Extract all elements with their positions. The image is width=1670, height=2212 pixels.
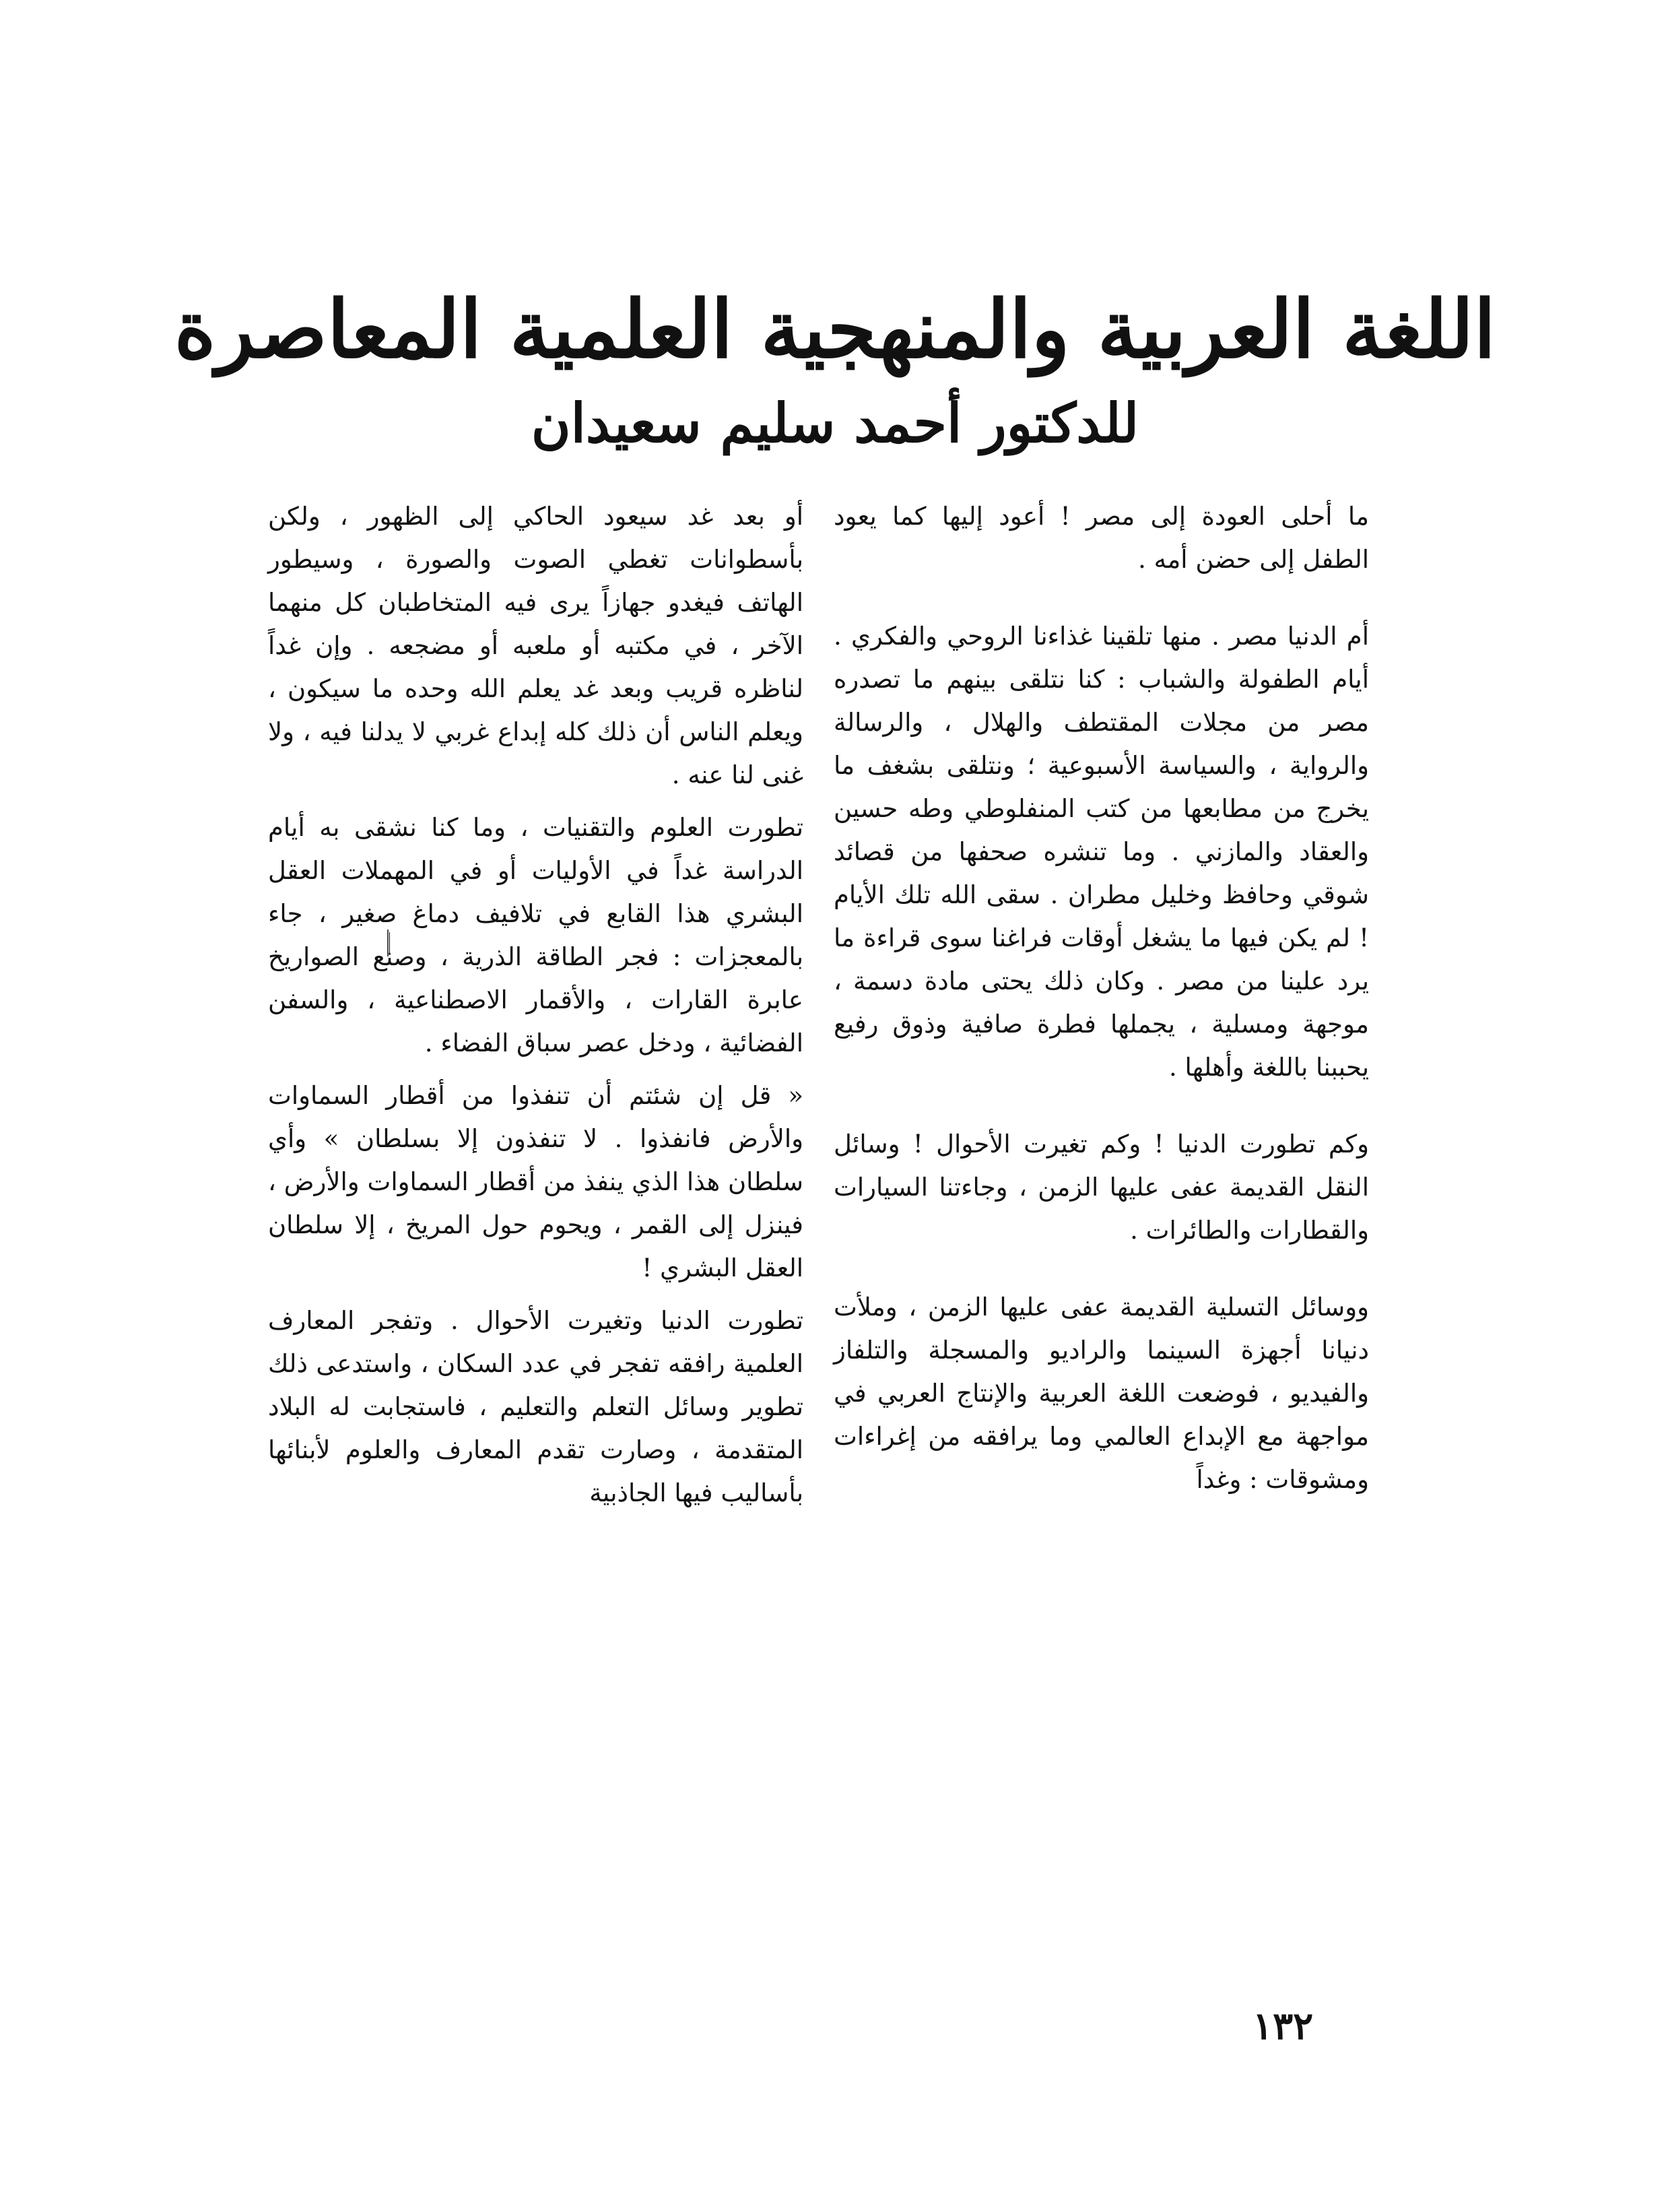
paragraph: ما أحلى العودة إلى مصر ! أعود إليها كما يعود الطفل إلى حضن أمه . (834, 502, 1369, 574)
right-column (834, 495, 1369, 1511)
paragraph: « قل إن شئتم أن تنفذوا من أقطار السماوات والأرض فانفذوا . لا تنفذون إلا بسلطان » وأي سلطان هذا الذي ينفذ من أقطار السماوات والأرض ، فينزل إلى القمر ، ويحوم حول المريخ ، إلا سلطان العقل البشري ! (268, 1081, 803, 1282)
paragraph: ووسائل التسلية القديمة عفى عليها الزمن ، وملأت دنيانا أجهزة السينما والراديو والمسجلة والتلفاز والفيديو ، فوضعت اللغة العربية والإنتاج العربي في مواجهة مع الإبداع العالمي وما يرافقه من إغراءات ومشوقات : وغداً (834, 1293, 1369, 1494)
paragraph: تطورت العلوم والتقنيات ، وما كنا نشقى به أيام الدراسة غداً في الأوليات أو في المهملات العقل البشري هذا القابع في تلافيف دماغ صغير ، جاء بالمعجزات : فجر الطاقة الذرية ، وصنع الصواريخ عابرة القارات ، والأقمار الاصطناعية ، والسفن الفضائية ، ودخل عصر سباق الفضاء . (268, 813, 803, 1058)
paragraph: أو بعد غد سيعود الحاكي إلى الظهور ، ولكن بأسطوانات تغطي الصوت والصورة ، وسيطور الهاتف فيغدو جهازاً يرى فيه المتخاطبان كل منهما الآخر ، في مكتبه أو ملعبه أو مضجعه . وإن غداً لناظره قريب وبعد غد يعلم الله وحده ما سيكون ، ويعلم الناس أن ذلك كله إبداع غربي لا يدلنا فيه ، ولا غنى لنا عنه . (268, 502, 803, 789)
ink-mark (387, 930, 391, 956)
paragraph: وكم تطورت الدنيا ! وكم تغيرت الأحوال ! وسائل النقل القديمة عفى عليها الزمن ، وجاءتنا السيارات والقطارات والطائرات . (834, 1130, 1369, 1245)
left-column (268, 495, 803, 1524)
paragraph: تطورت الدنيا وتغيرت الأحوال . وتفجر المعارف العلمية رافقه تفجر في عدد السكان ، واستدعى ذلك تطوير وسائل التعلم والتعليم ، فاستجابت له البلاد المتقدمة ، وصارت تقدم المعارف والعلوم لأبنائها بأساليب فيها الجاذبية (268, 1306, 803, 1507)
paragraph: أم الدنيا مصر . منها تلقينا غذاءنا الروحي والفكري . أيام الطفولة والشباب : كنا نتلقى بينهم ما تصدره مصر من مجلات المقتطف والهلال ، والرسالة والرواية ، والسياسة الأسبوعية ؛ ونتلقى بشغف ما يخرج من مطابعها من كتب المنفلوطي وطه حسين والعقاد والمازني . وما تنشره صحفها من قصائد شوقي وحافظ وخليل مطران . سقى الله تلك الأيام ! لم يكن فيها ما يشغل أوقات فراغنا سوى قراءة ما يرد علينا من مصر . وكان ذلك يحتى مادة دسمة ، موجهة ومسلية ، يجملها فطرة صافية وذوق رفيع يحببنا باللغة وأهلها . (834, 622, 1369, 1082)
article-title: اللغة العربية والمنهجية العلمية المعاصرة (174, 282, 1496, 376)
article-author: للدكتور أحمد سليم سعيدان (531, 391, 1139, 455)
page-number: ١٣٢ (1252, 2004, 1314, 2048)
